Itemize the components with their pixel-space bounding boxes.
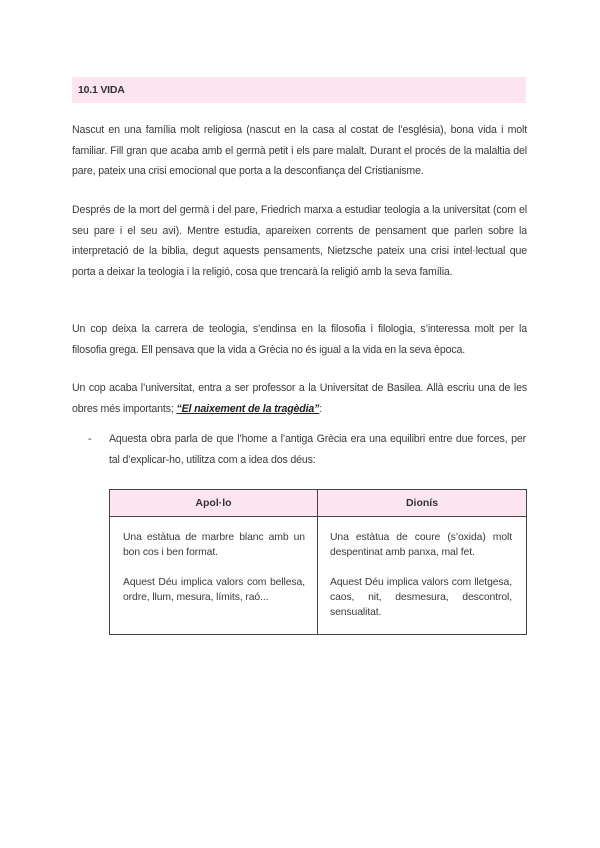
bullet-text: Aquesta obra parla de que l’home a l’antiga Grècia era una equilibri entre due forces, per tal d’explicar-ho, utilitza com a idea dos déus: (109, 433, 526, 466)
table-cell-dionis (330, 530, 512, 635)
dionis-description: Una estàtua de coure (s’oxida) molt despentinat amb panxa, mal fet. (330, 532, 512, 558)
paragraph-family: Nascut en una família molt religiosa (nascut en la casa al costat de l’església), bona vida i molt familiar. Fill gran que acaba amb el germà petit i els pare malalt. Durant el procés de la malaltia del pare, pateix una crisi emocional que porta a la desconfiança del Cristianisme. (72, 124, 527, 177)
table-cell-apolo (123, 530, 305, 620)
paragraph-university: Després de la mort del germà i del pare, Friedrich marxa a estudiar teologia a la universitat (com el seu pare i el seu avi). Mentre estudia, apareixen corrents de pensament que parlen sobre la interpretació de la biblia, degut aquests pensaments, Nietzsche pateix una crisi intel·lectual que porta a deixar la teologia i la religió, cosa que trencarà la religió amb la seva família. (72, 204, 527, 278)
gods-comparison-table (109, 489, 527, 635)
bullet-marker: - (88, 433, 92, 445)
paragraph-philology: Un cop deixa la carrera de teologia, s’endinsa en la filosofia i filologia, s’interessa molt per la filosofia grega. Ell pensava que la vida a Grècia no és igual a la vida en la seva època. (72, 323, 527, 356)
apolo-description: Una estàtua de marbre blanc amb un bon cos i ben format. (123, 532, 305, 558)
paragraph-professor (72, 378, 527, 419)
book-title: “El naixement de la tragèdia” (176, 402, 320, 415)
table-header-dionis: Dionís (405, 497, 439, 509)
table-header-apolo: Apol·lo (195, 497, 232, 509)
dionis-values: Aquest Déu implica valors com lletgesa, caos, nit, desmesura, descontrol, sensualitat. (330, 577, 512, 618)
paragraph-professor-text: Un cop acaba l’universitat, entra a ser professor a la Universitat de Basilea. Allà escriu una de les obres més importants; (72, 382, 527, 415)
paragraph-professor-colon: : (319, 402, 323, 415)
section-heading: 10.1 VIDA (72, 77, 526, 103)
apolo-values: Aquest Déu implica valors com bellesa, ordre, llum, mesura, límits, raó... (123, 577, 305, 603)
